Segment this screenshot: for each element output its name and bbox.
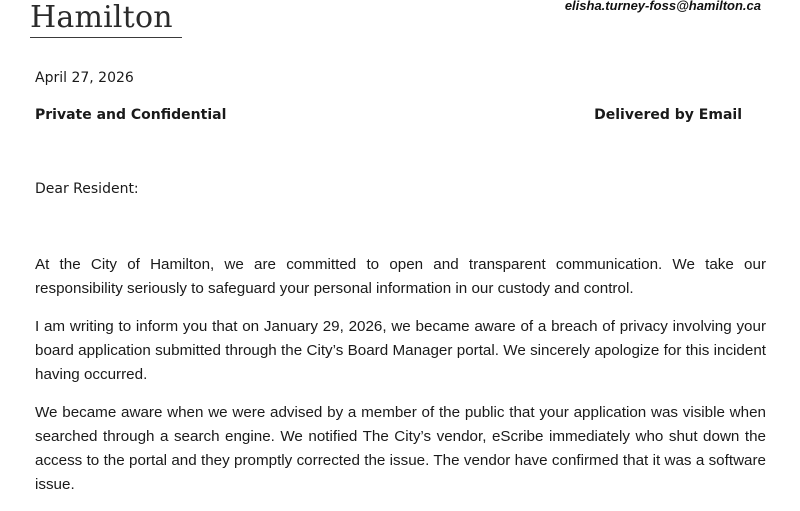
confidentiality-row: [35, 106, 742, 124]
paragraph-commitment: At the City of Hamilton, we are committed to open and transparent communication. We take our responsibility seriously to safeguard your personal information in our custody and control.: [35, 256, 766, 297]
delivery-label: Delivered by Email: [594, 107, 742, 123]
salutation: Dear Resident:: [35, 181, 139, 197]
city-logo: Hamilton: [30, 0, 182, 38]
paragraph-breach-notice: I am writing to inform you that on January 29, 2026, we became aware of a breach of privacy involving your board application submitted through the City’s Board Manager portal. We sincerely apologize for this incident having occurred.: [35, 318, 766, 383]
paragraph-discovery: We became aware when we were advised by a member of the public that your application was visible when searched through a search engine. We notified The City’s vendor, eScribe immediately who shut down the access to the portal and they promptly corrected the issue. The vendor have confirmed that it was a software issue.: [35, 404, 766, 493]
sender-email[interactable]: elisha.turney-foss@hamilton.ca: [564, 0, 761, 13]
letter-date: April 27, 2026: [35, 70, 134, 86]
confidential-label: Private and Confidential: [35, 107, 227, 123]
